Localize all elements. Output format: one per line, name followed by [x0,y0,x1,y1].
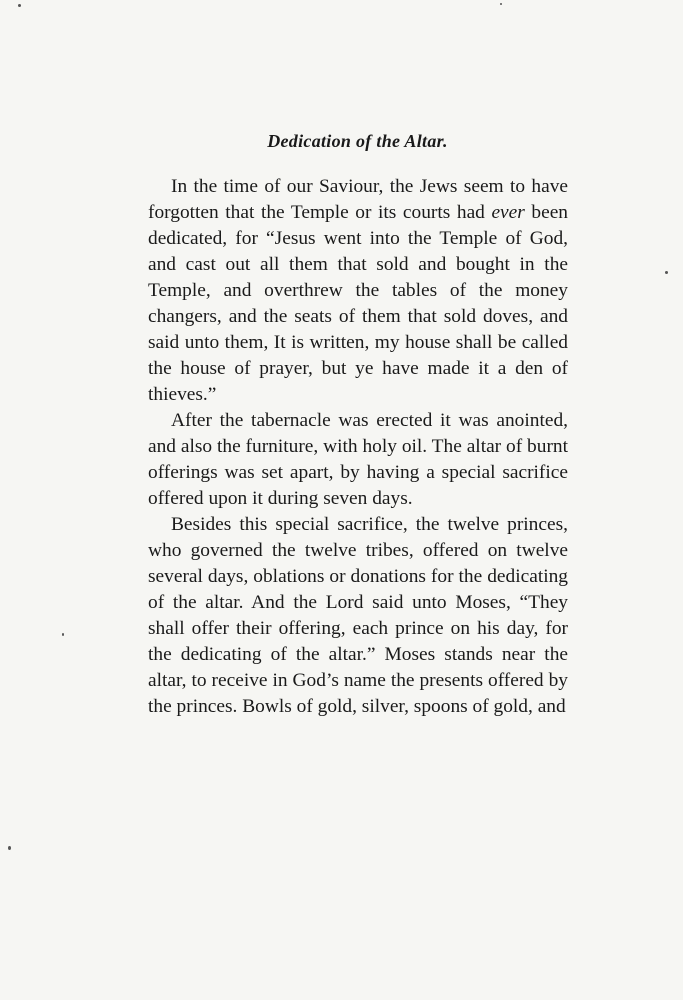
paragraph-3: Besides this special sacrifice, the twelve princes, who governed the twelve tribes, offered on twelve several days, oblations or donations for the dedicating of the altar. And the Lord said unto Moses, “They shall offer their offering, each prince on his day, for the dedicating of the altar.” Moses stands near the altar, to receive in God’s name the presents offered by the princes. Bowls of gold, silver, spoons of gold, and [148,514,568,717]
scan-speck [665,271,668,274]
scan-speck [62,633,64,636]
scan-speck [500,3,502,5]
body-text [148,174,568,720]
scan-speck [8,846,11,850]
scan-speck [18,4,21,7]
paragraph-1-emphasis: ever [491,202,525,223]
paragraph-1-after: been dedicated, for “Jesus went into the Temple of God, and cast out all them that sold and bought in the Temple, and overthrew the tables of the money changers, and the seats of them that sold doves, and said unto them, It is written, my house shall be called the house of prayer, but ye have made it a den of thieves.” [148,202,569,405]
paragraph-1-before: In the time of our Saviour, the Jews seem to have forgotten that the Temple or its courts had [148,176,568,223]
paragraph-1 [148,174,568,408]
paragraph-2: After the tabernacle was erected it was anointed, and also the furniture, with holy oil. The altar of burnt offerings was set apart, by having a special sacrifice offered upon it during seven days. [148,410,568,509]
running-header: Dedication of the Altar. [267,131,448,151]
